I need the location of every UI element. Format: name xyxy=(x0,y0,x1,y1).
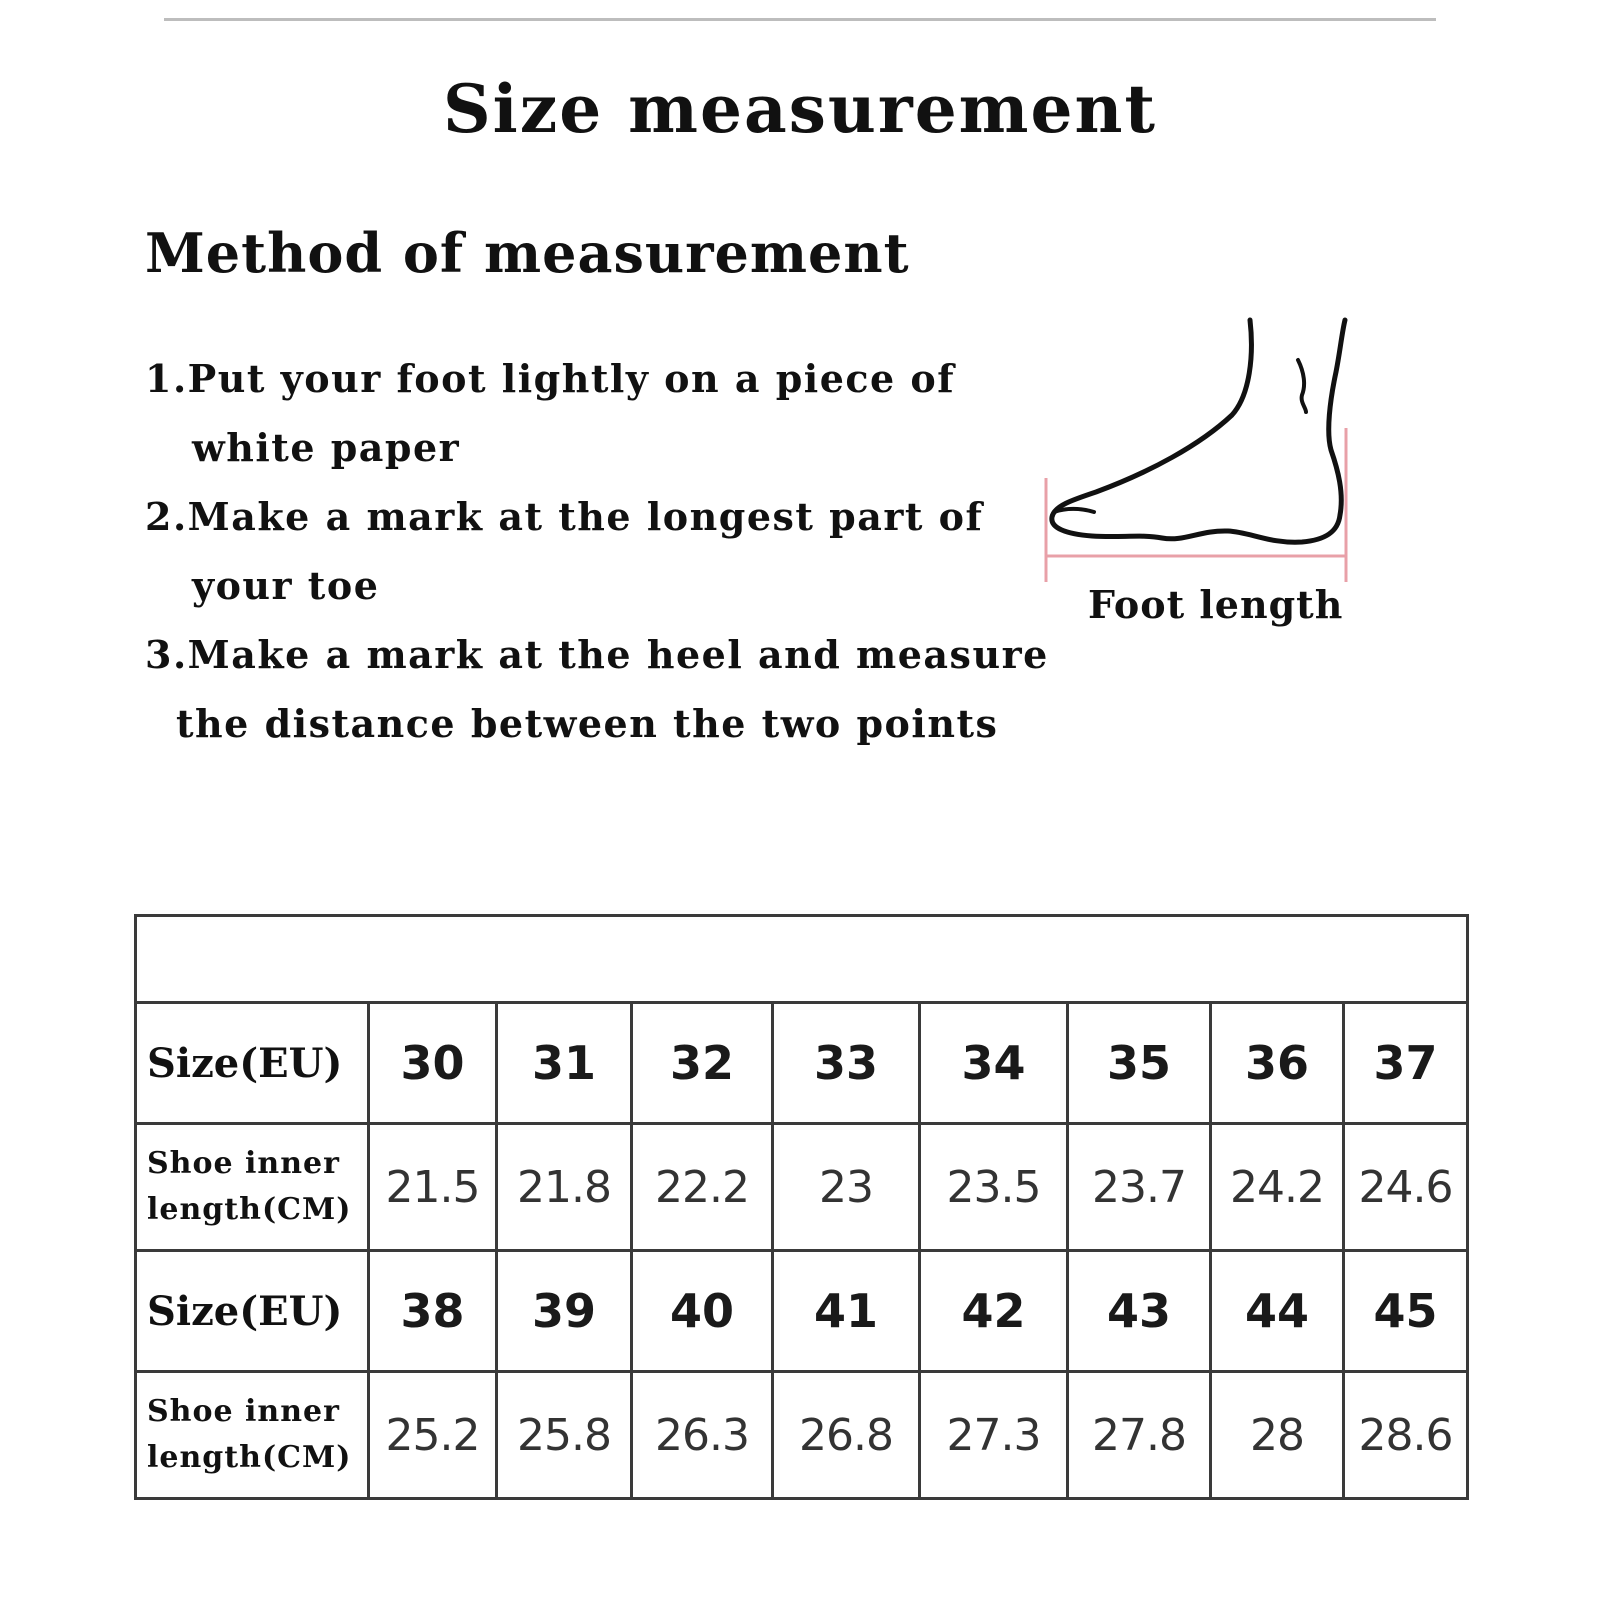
size-cell: 35 xyxy=(1068,1003,1211,1124)
table-row xyxy=(136,1003,1468,1124)
length-cell: 21.5 xyxy=(369,1124,497,1251)
table-blank-row xyxy=(136,916,1468,1003)
inner-length-header-line-1: Shoe inner xyxy=(147,1394,340,1429)
length-cell: 23 xyxy=(773,1124,920,1251)
step-1-line-2: white paper xyxy=(192,425,461,470)
length-cell: 24.6 xyxy=(1344,1124,1468,1251)
length-cell: 23.5 xyxy=(920,1124,1068,1251)
step-3-line-2: the distance between the two points xyxy=(176,701,999,746)
foot-length-label: Foot length xyxy=(1088,582,1344,627)
blank-header-cell xyxy=(136,916,1468,1003)
length-cell: 26.3 xyxy=(632,1372,773,1499)
step-2-line-1: 2.Make a mark at the longest part of xyxy=(145,494,984,539)
step-1-line-1: 1.Put your foot lightly on a piece of xyxy=(145,356,956,401)
length-cell: 28.6 xyxy=(1344,1372,1468,1499)
length-cell: 26.8 xyxy=(773,1372,920,1499)
size-cell: 43 xyxy=(1068,1251,1211,1372)
length-cell: 27.3 xyxy=(920,1372,1068,1499)
length-cell: 24.2 xyxy=(1211,1124,1344,1251)
size-cell: 40 xyxy=(632,1251,773,1372)
length-cell: 28 xyxy=(1211,1372,1344,1499)
size-eu-header: Size(EU) xyxy=(136,1251,369,1372)
length-cell: 25.8 xyxy=(497,1372,632,1499)
length-cell: 21.8 xyxy=(497,1124,632,1251)
size-cell: 30 xyxy=(369,1003,497,1124)
top-divider xyxy=(164,18,1436,21)
table-row xyxy=(136,1251,1468,1372)
page-title: Size measurement xyxy=(443,70,1157,148)
size-cell: 38 xyxy=(369,1251,497,1372)
method-title: Method of measurement xyxy=(145,221,910,285)
size-cell: 41 xyxy=(773,1251,920,1372)
inner-length-header-line-1: Shoe inner xyxy=(147,1146,340,1181)
size-chart-table xyxy=(134,914,1469,1500)
size-cell: 39 xyxy=(497,1251,632,1372)
inner-length-header xyxy=(136,1124,369,1251)
size-cell: 34 xyxy=(920,1003,1068,1124)
size-cell: 32 xyxy=(632,1003,773,1124)
size-eu-header: Size(EU) xyxy=(136,1003,369,1124)
inner-length-header-line-2: length(CM) xyxy=(147,1440,352,1475)
table-row xyxy=(136,1372,1468,1499)
inner-length-header-line-2: length(CM) xyxy=(147,1192,352,1227)
length-cell: 25.2 xyxy=(369,1372,497,1499)
size-cell: 33 xyxy=(773,1003,920,1124)
length-cell: 22.2 xyxy=(632,1124,773,1251)
size-cell: 37 xyxy=(1344,1003,1468,1124)
length-cell: 23.7 xyxy=(1068,1124,1211,1251)
size-cell: 42 xyxy=(920,1251,1068,1372)
size-cell: 31 xyxy=(497,1003,632,1124)
size-cell: 45 xyxy=(1344,1251,1468,1372)
step-3-line-1: 3.Make a mark at the heel and measure xyxy=(145,632,1049,677)
inner-length-header xyxy=(136,1372,369,1499)
size-cell: 44 xyxy=(1211,1251,1344,1372)
size-cell: 36 xyxy=(1211,1003,1344,1124)
table-row xyxy=(136,1124,1468,1251)
length-cell: 27.8 xyxy=(1068,1372,1211,1499)
step-2-line-2: your toe xyxy=(192,563,380,608)
